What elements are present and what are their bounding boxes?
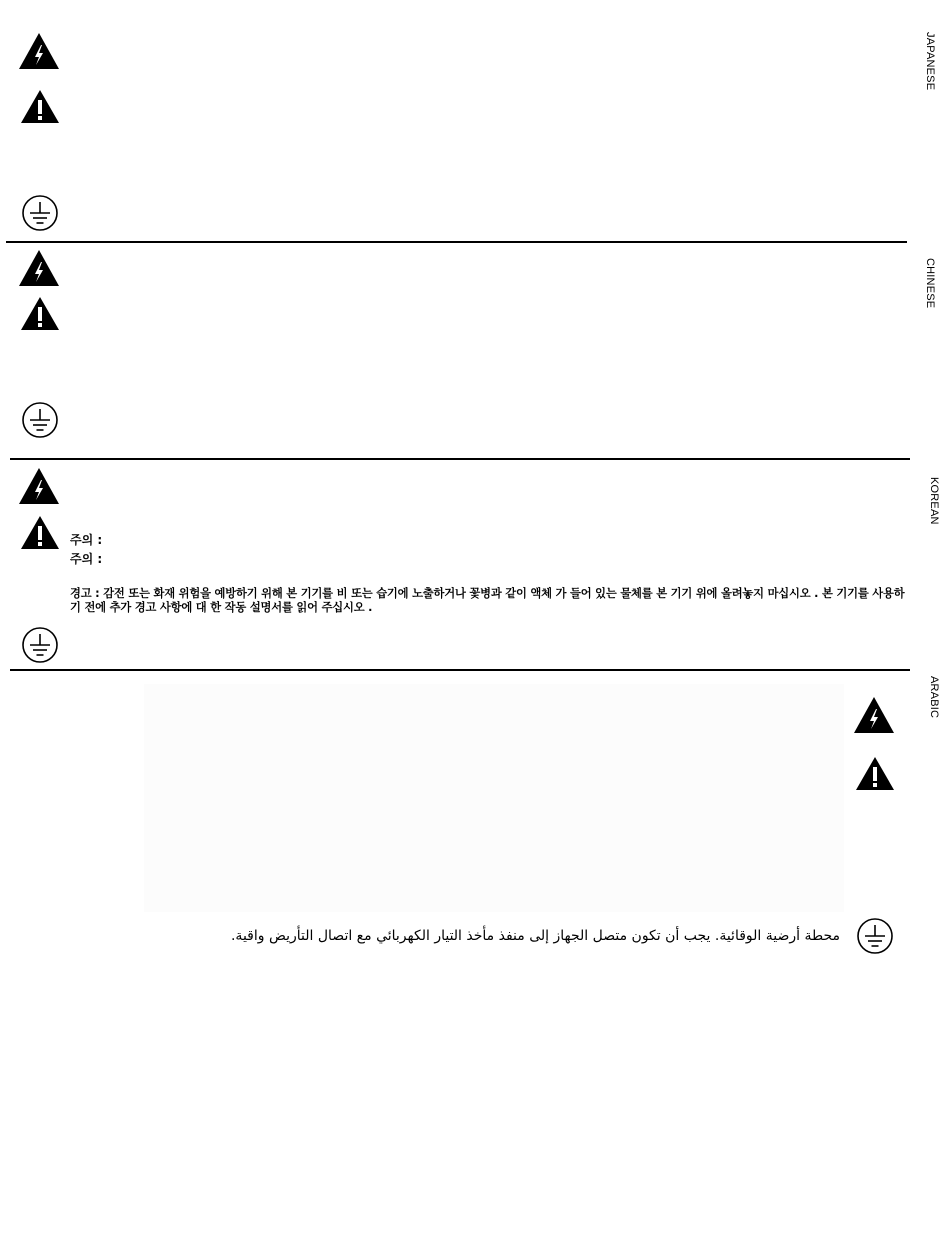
caution-label: 주의 : (70, 533, 103, 547)
protective-ground-icon (856, 917, 894, 955)
section-divider (6, 241, 907, 243)
warning-paragraph: 경고 : 감전 또는 화재 위험을 예방하기 위해 본 기기를 비 또는 습기에 노출하거나 꽃병과 같이 액체 가 들어 있는 물체를 본 기기 위에 올려놓지 마십시오 . 본 기기를 사용하기 전에 추가 경고 사항에 대 한 작동 설명서를 읽어 주십시오 . (70, 587, 905, 614)
protective-ground-icon (21, 194, 59, 232)
lightning-warning-icon (18, 32, 60, 70)
exclamation-warning-icon (20, 296, 60, 331)
section-label-chinese: CHINESE (924, 258, 936, 309)
lightning-warning-icon (853, 696, 895, 734)
ground-instruction: محطة أرضية الوقائية. يجب أن تكون متصل الجهاز إلى منفذ مأخذ التيار الكهربائي مع اتصال التأريض واقية. (230, 928, 840, 944)
exclamation-warning-icon (20, 89, 60, 124)
lightning-warning-icon (18, 467, 60, 505)
protective-ground-icon (21, 626, 59, 664)
caution-label: 주의 : (70, 552, 103, 566)
lightning-warning-icon (18, 249, 60, 287)
section-label-korean: KOREAN (928, 477, 940, 525)
exclamation-warning-icon (855, 756, 895, 791)
protective-ground-icon (21, 401, 59, 439)
exclamation-warning-icon (20, 515, 60, 550)
section-divider (10, 458, 910, 460)
section-label-arabic: ARABIC (928, 676, 940, 719)
section-label-japanese: JAPANESE (924, 32, 936, 91)
arabic-text-panel (144, 684, 844, 912)
section-divider (10, 669, 910, 671)
